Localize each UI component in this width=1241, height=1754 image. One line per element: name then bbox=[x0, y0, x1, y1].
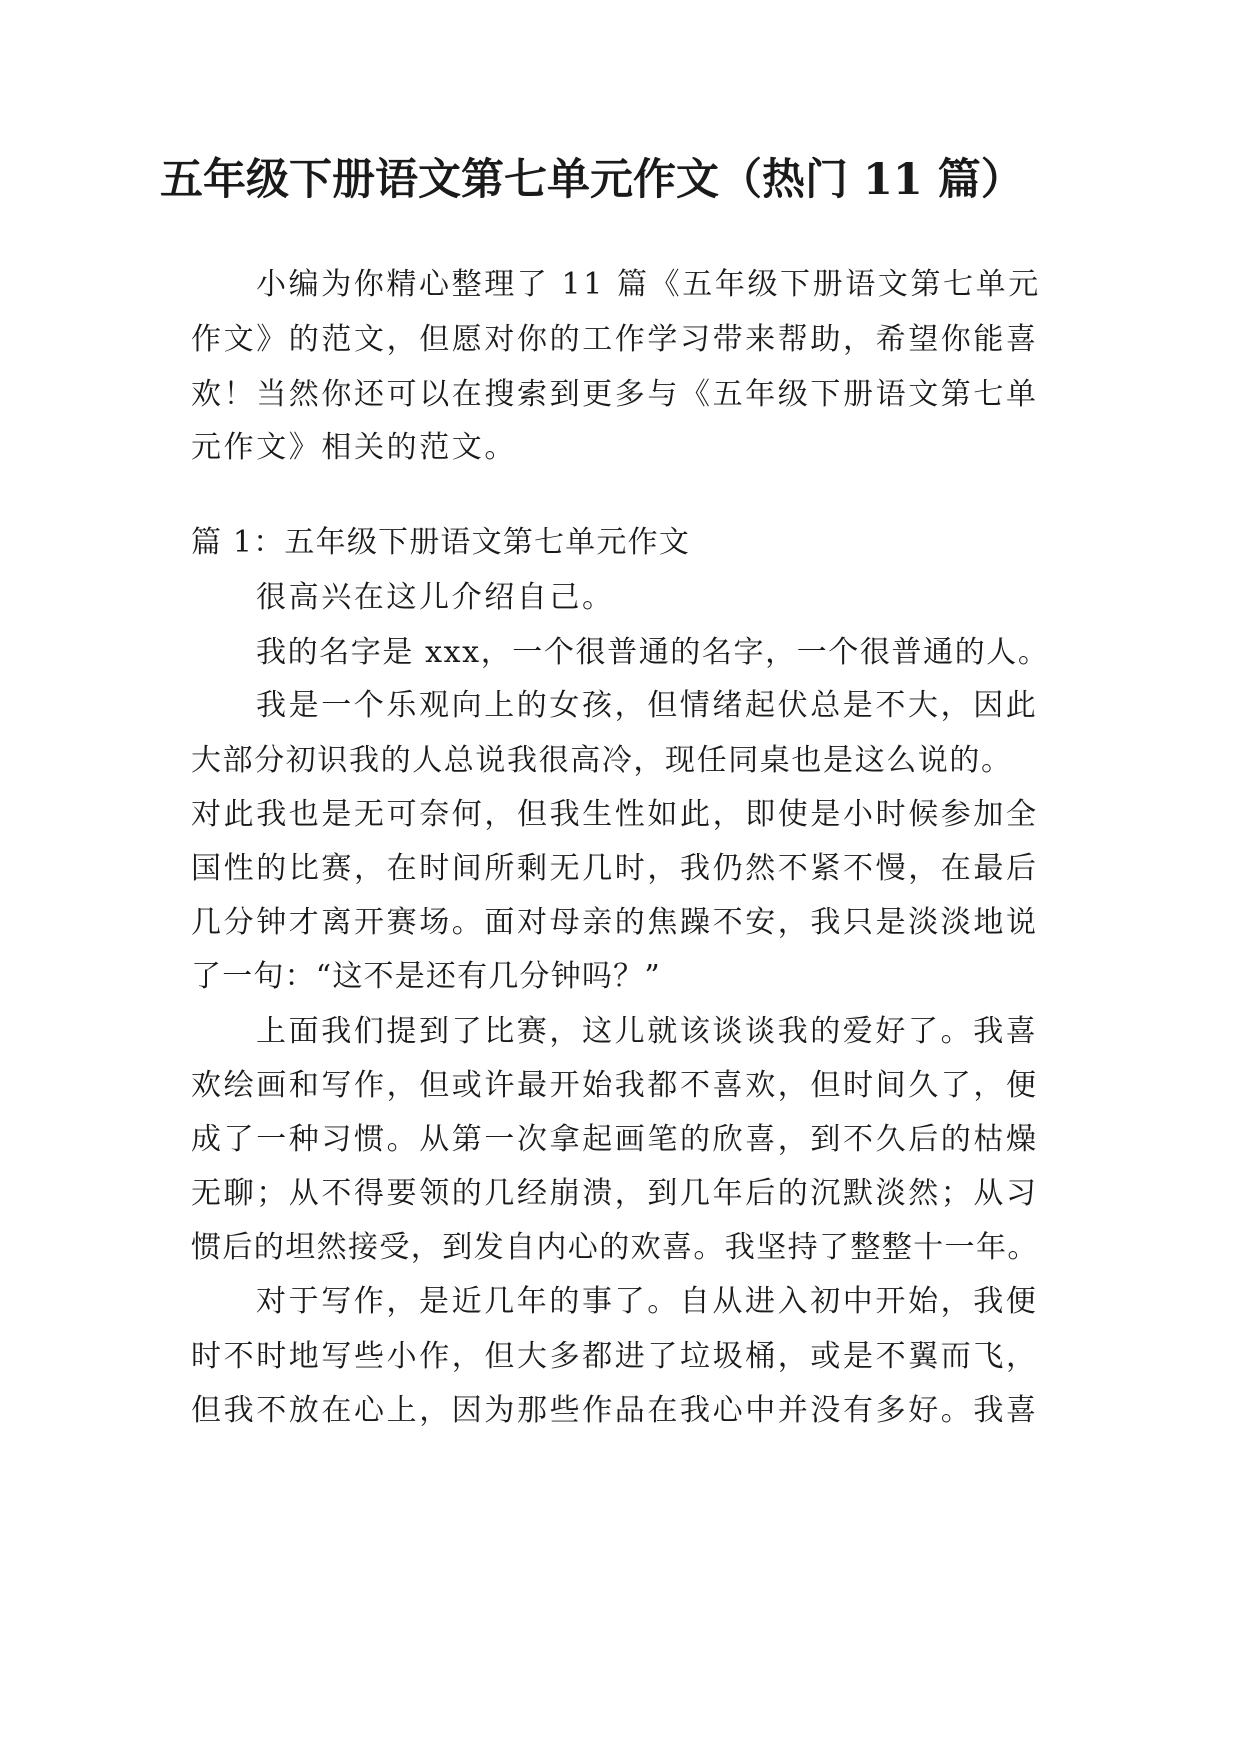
intro-line: 元作文》相关的范文。 bbox=[191, 430, 517, 465]
intro-line: 小编为你精心整理了 11 篇《五年级下册语文第七单元 bbox=[256, 267, 1041, 302]
paragraph-line: 对此我也是无可奈何，但我生性如此，即使是小时候参加全 bbox=[191, 797, 1039, 832]
paragraph-line: 但我不放在心上，因为那些作品在我心中并没有多好。我喜 bbox=[191, 1393, 1039, 1428]
paragraph-line: 我的名字是 xxx，一个很普通的名字，一个很普通的人。 bbox=[256, 635, 1050, 670]
paragraph-line: 成了一种习惯。从第一次拿起画笔的欣喜，到不久后的枯燥 bbox=[191, 1122, 1039, 1157]
paragraph-line: 很高兴在这儿介绍自己。 bbox=[256, 580, 615, 615]
paragraph-line: 欢绘画和写作，但或许最开始我都不喜欢，但时间久了，便 bbox=[191, 1068, 1039, 1103]
paragraph-line: 上面我们提到了比赛，这儿就该谈谈我的爱好了。我喜 bbox=[256, 1014, 1039, 1049]
intro-line: 欢！当然你还可以在搜索到更多与《五年级下册语文第七单 bbox=[191, 377, 1039, 412]
paragraph-line: 国性的比赛，在时间所剩无几时，我仍然不紧不慢，在最后 bbox=[191, 851, 1039, 886]
paragraph-line: 对于写作，是近几年的事了。自从进入初中开始，我便 bbox=[256, 1284, 1039, 1319]
paragraph-line: 时不时地写些小作，但大多都进了垃圾桶，或是不翼而飞， bbox=[191, 1339, 1039, 1374]
document-title: 五年级下册语文第七单元作文（热门 11 篇） bbox=[160, 155, 1024, 205]
paragraph-line: 无聊；从不得要领的几经崩溃，到几年后的沉默淡然；从习 bbox=[191, 1176, 1039, 1211]
intro-line: 作文》的范文，但愿对你的工作学习带来帮助，希望你能喜 bbox=[191, 322, 1039, 357]
paragraph-line: 大部分初识我的人总说我很高冷，现任同桌也是这么说的。 bbox=[191, 743, 1013, 778]
paragraph-line: 几分钟才离开赛场。面对母亲的焦躁不安，我只是淡淡地说 bbox=[191, 905, 1039, 940]
paragraph-line: 我是一个乐观向上的女孩，但情绪起伏总是不大，因此 bbox=[256, 688, 1039, 723]
section-heading: 篇 1：五年级下册语文第七单元作文 bbox=[191, 525, 691, 560]
paragraph-line: 惯后的坦然接受，到发自内心的欢喜。我坚持了整整十一年。 bbox=[191, 1230, 1039, 1265]
paragraph-line: 了一句：“这不是还有几分钟吗？” bbox=[191, 959, 661, 994]
